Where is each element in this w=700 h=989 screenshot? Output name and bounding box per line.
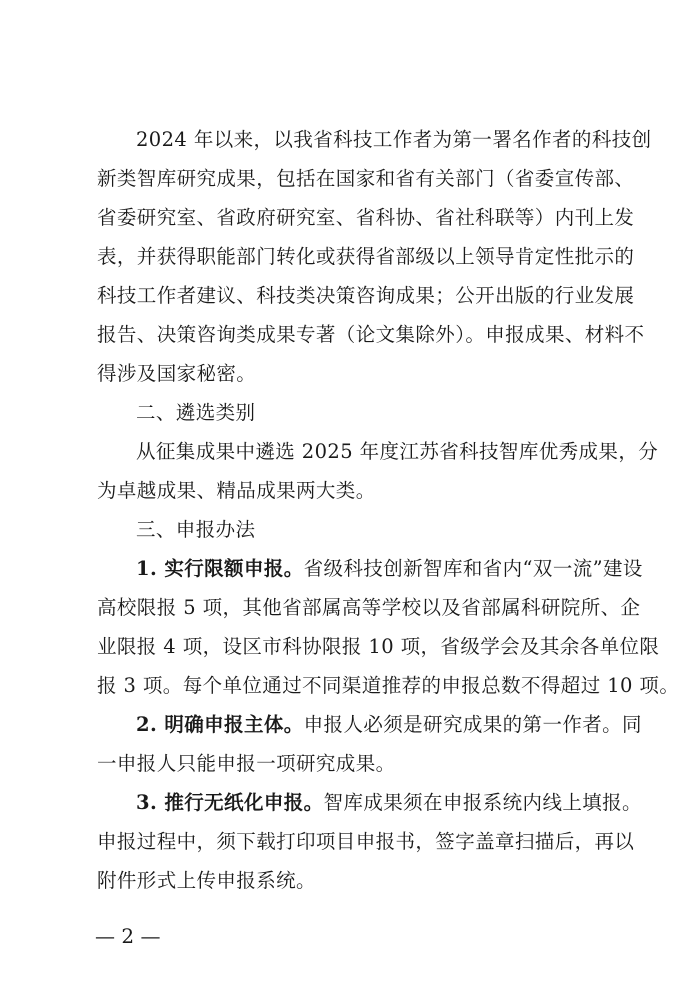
paragraph-line: 新类智库研究成果，包括在国家和省有关部门（省委宣传部、 [97, 167, 635, 190]
item-text: 智库成果须在申报系统内线上填报。 [323, 791, 642, 814]
paragraph-line: 为卓越成果、精品成果两大类。 [97, 479, 376, 502]
item-lead: 1. 实行限额申报。 [136, 557, 304, 580]
paragraph-line: 高校限报 5 项，其他省部属高等学校以及省部属科研院所、企 [97, 596, 641, 619]
paragraph-line: 表，并获得职能部门转化或获得省部级以上领导肯定性批示的 [97, 245, 635, 268]
paragraph-line: 科技工作者建议、科技类决策咨询成果；公开出版的行业发展 [97, 284, 635, 307]
section-heading: 二、遴选类别 [136, 401, 256, 424]
list-item-first-line [136, 552, 643, 586]
item-lead: 2. 明确申报主体。 [136, 713, 304, 736]
paragraph-line: 得涉及国家秘密。 [97, 362, 257, 385]
paragraph-line: 报告、决策咨询类成果专著（论文集除外）。申报成果、材料不 [97, 323, 645, 346]
paragraph-line: 省委研究室、省政府研究室、省科协、省社科联等）内刊上发 [97, 206, 635, 229]
section-heading: 三、申报办法 [136, 518, 256, 541]
paragraph-line: 从征集成果中遴选 2025 年度江苏省科技智库优秀成果，分 [136, 440, 659, 463]
paragraph-line: 附件形式上传申报系统。 [97, 869, 316, 892]
paragraph-line: 报 3 项。每个单位通过不同渠道推荐的申报总数不得超过 10 项。 [97, 674, 680, 697]
item-lead: 3. 推行无纸化申报。 [136, 791, 324, 814]
paragraph-line: 申报过程中，须下载打印项目申报书，签字盖章扫描后，再以 [97, 830, 635, 853]
paragraph-line: 2024 年以来，以我省科技工作者为第一署名作者的科技创 [136, 128, 652, 151]
list-item-first-line [136, 786, 642, 820]
paragraph-line: 业限报 4 项，设区市科协限报 10 项，省级学会及其余各单位限 [97, 635, 660, 658]
item-text: 申报人必须是研究成果的第一作者。同 [303, 713, 642, 736]
paragraph-line: 一申报人只能申报一项研究成果。 [97, 752, 396, 775]
page-number: — 2 — [95, 924, 161, 948]
item-text: 省级科技创新智库和省内“双一流”建设 [303, 557, 643, 580]
list-item-first-line [136, 708, 642, 742]
